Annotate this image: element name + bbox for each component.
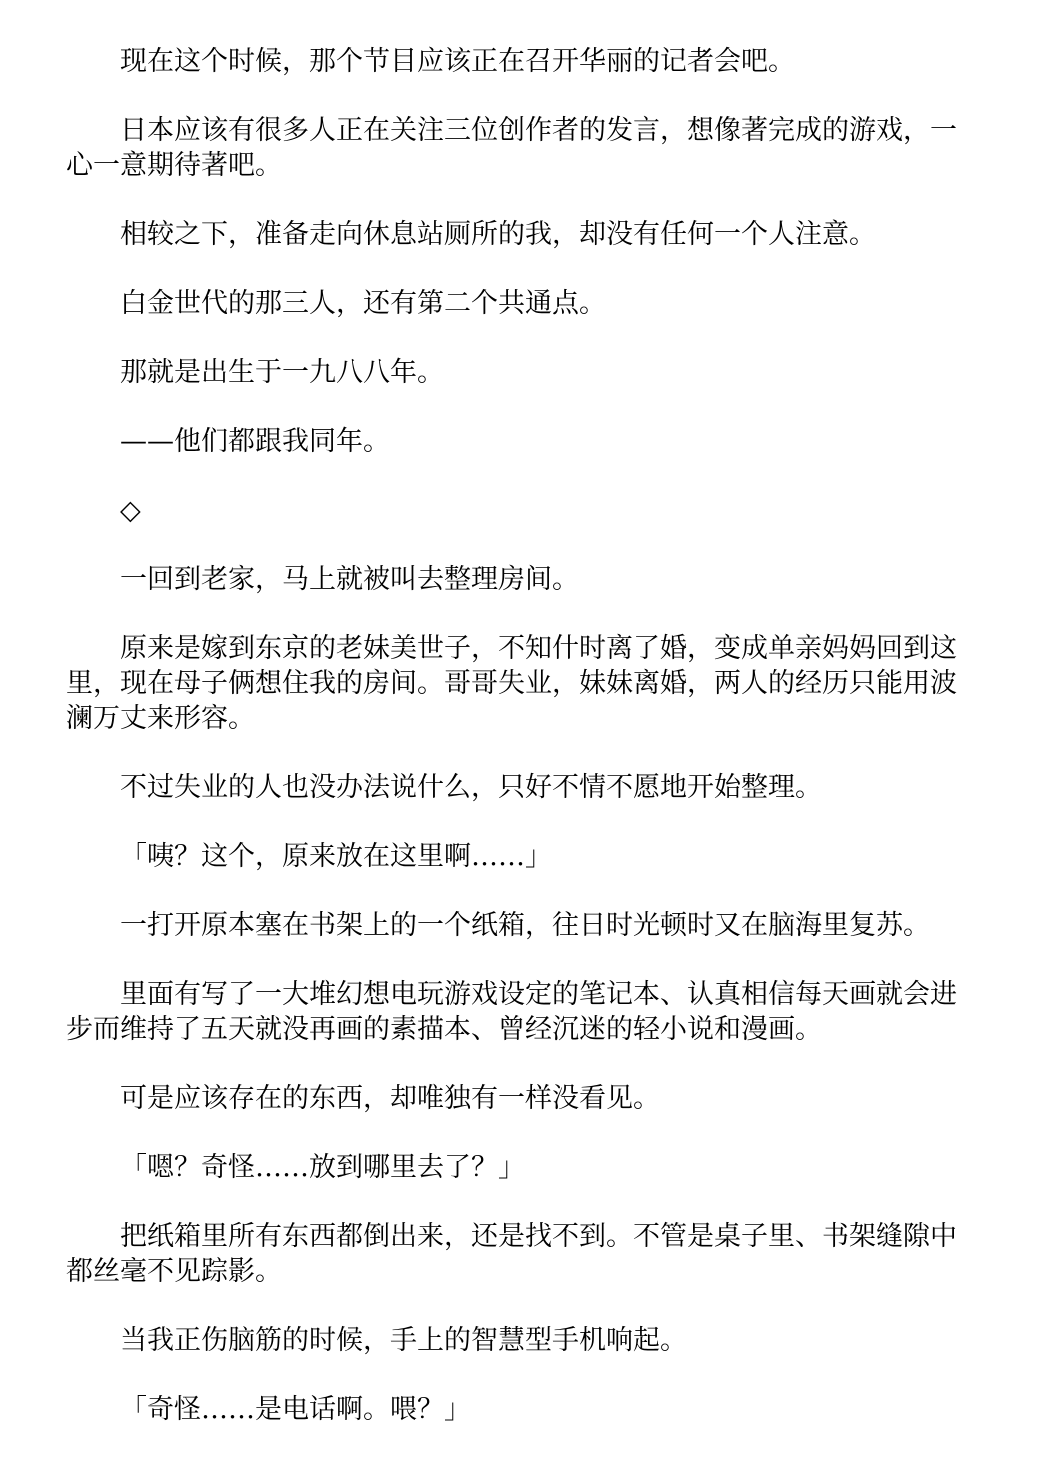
dialogue-line: 「咦？这个，原来放在这里啊……」 [120, 841, 552, 872]
dialogue-line: 「嗯？奇怪……放到哪里去了？」 [120, 1152, 525, 1183]
section-break-diamond: ◇ [120, 495, 141, 526]
document-page [66, 44, 974, 1461]
paragraph: 原来是嫁到东京的老妹美世子，不知什时离了婚，变成单亲妈妈回到这里，现在母子俩想住我的房间。哥哥失业，妹妹离婚，两人的经历只能用波澜万丈来形容。 [66, 633, 957, 734]
paragraph: 把纸箱里所有东西都倒出来，还是找不到。不管是桌子里、书架缝隙中都丝毫不见踪影。 [66, 1221, 957, 1287]
paragraph: 可是应该存在的东西，却唯独有一样没看见。 [120, 1083, 660, 1114]
dialogue-line: 「奇怪……是电话啊。喂？」 [120, 1394, 471, 1425]
paragraph: 不过失业的人也没办法说什么，只好不情不愿地开始整理。 [120, 772, 822, 803]
paragraph: 里面有写了一大堆幻想电玩游戏设定的笔记本、认真相信每天画就会进步而维持了五天就没再画的素描本、曾经沉迷的轻小说和漫画。 [66, 979, 957, 1045]
paragraph: 当我正伤脑筋的时候，手上的智慧型手机响起。 [120, 1325, 687, 1356]
paragraph: 现在这个时候，那个节目应该正在召开华丽的记者会吧。 [120, 46, 795, 77]
paragraph: 一回到老家，马上就被叫去整理房间。 [120, 564, 579, 595]
paragraph: 日本应该有很多人正在关注三位创作者的发言，想像著完成的游戏，一心一意期待著吧。 [66, 115, 957, 181]
paragraph: ——他们都跟我同年。 [120, 426, 390, 457]
paragraph: 一打开原本塞在书架上的一个纸箱，往日时光顿时又在脑海里复苏。 [120, 910, 930, 941]
paragraph: 白金世代的那三人，还有第二个共通点。 [120, 288, 606, 319]
paragraph: 相较之下，准备走向休息站厕所的我，却没有任何一个人注意。 [120, 219, 876, 250]
paragraph: 那就是出生于一九八八年。 [120, 357, 444, 388]
